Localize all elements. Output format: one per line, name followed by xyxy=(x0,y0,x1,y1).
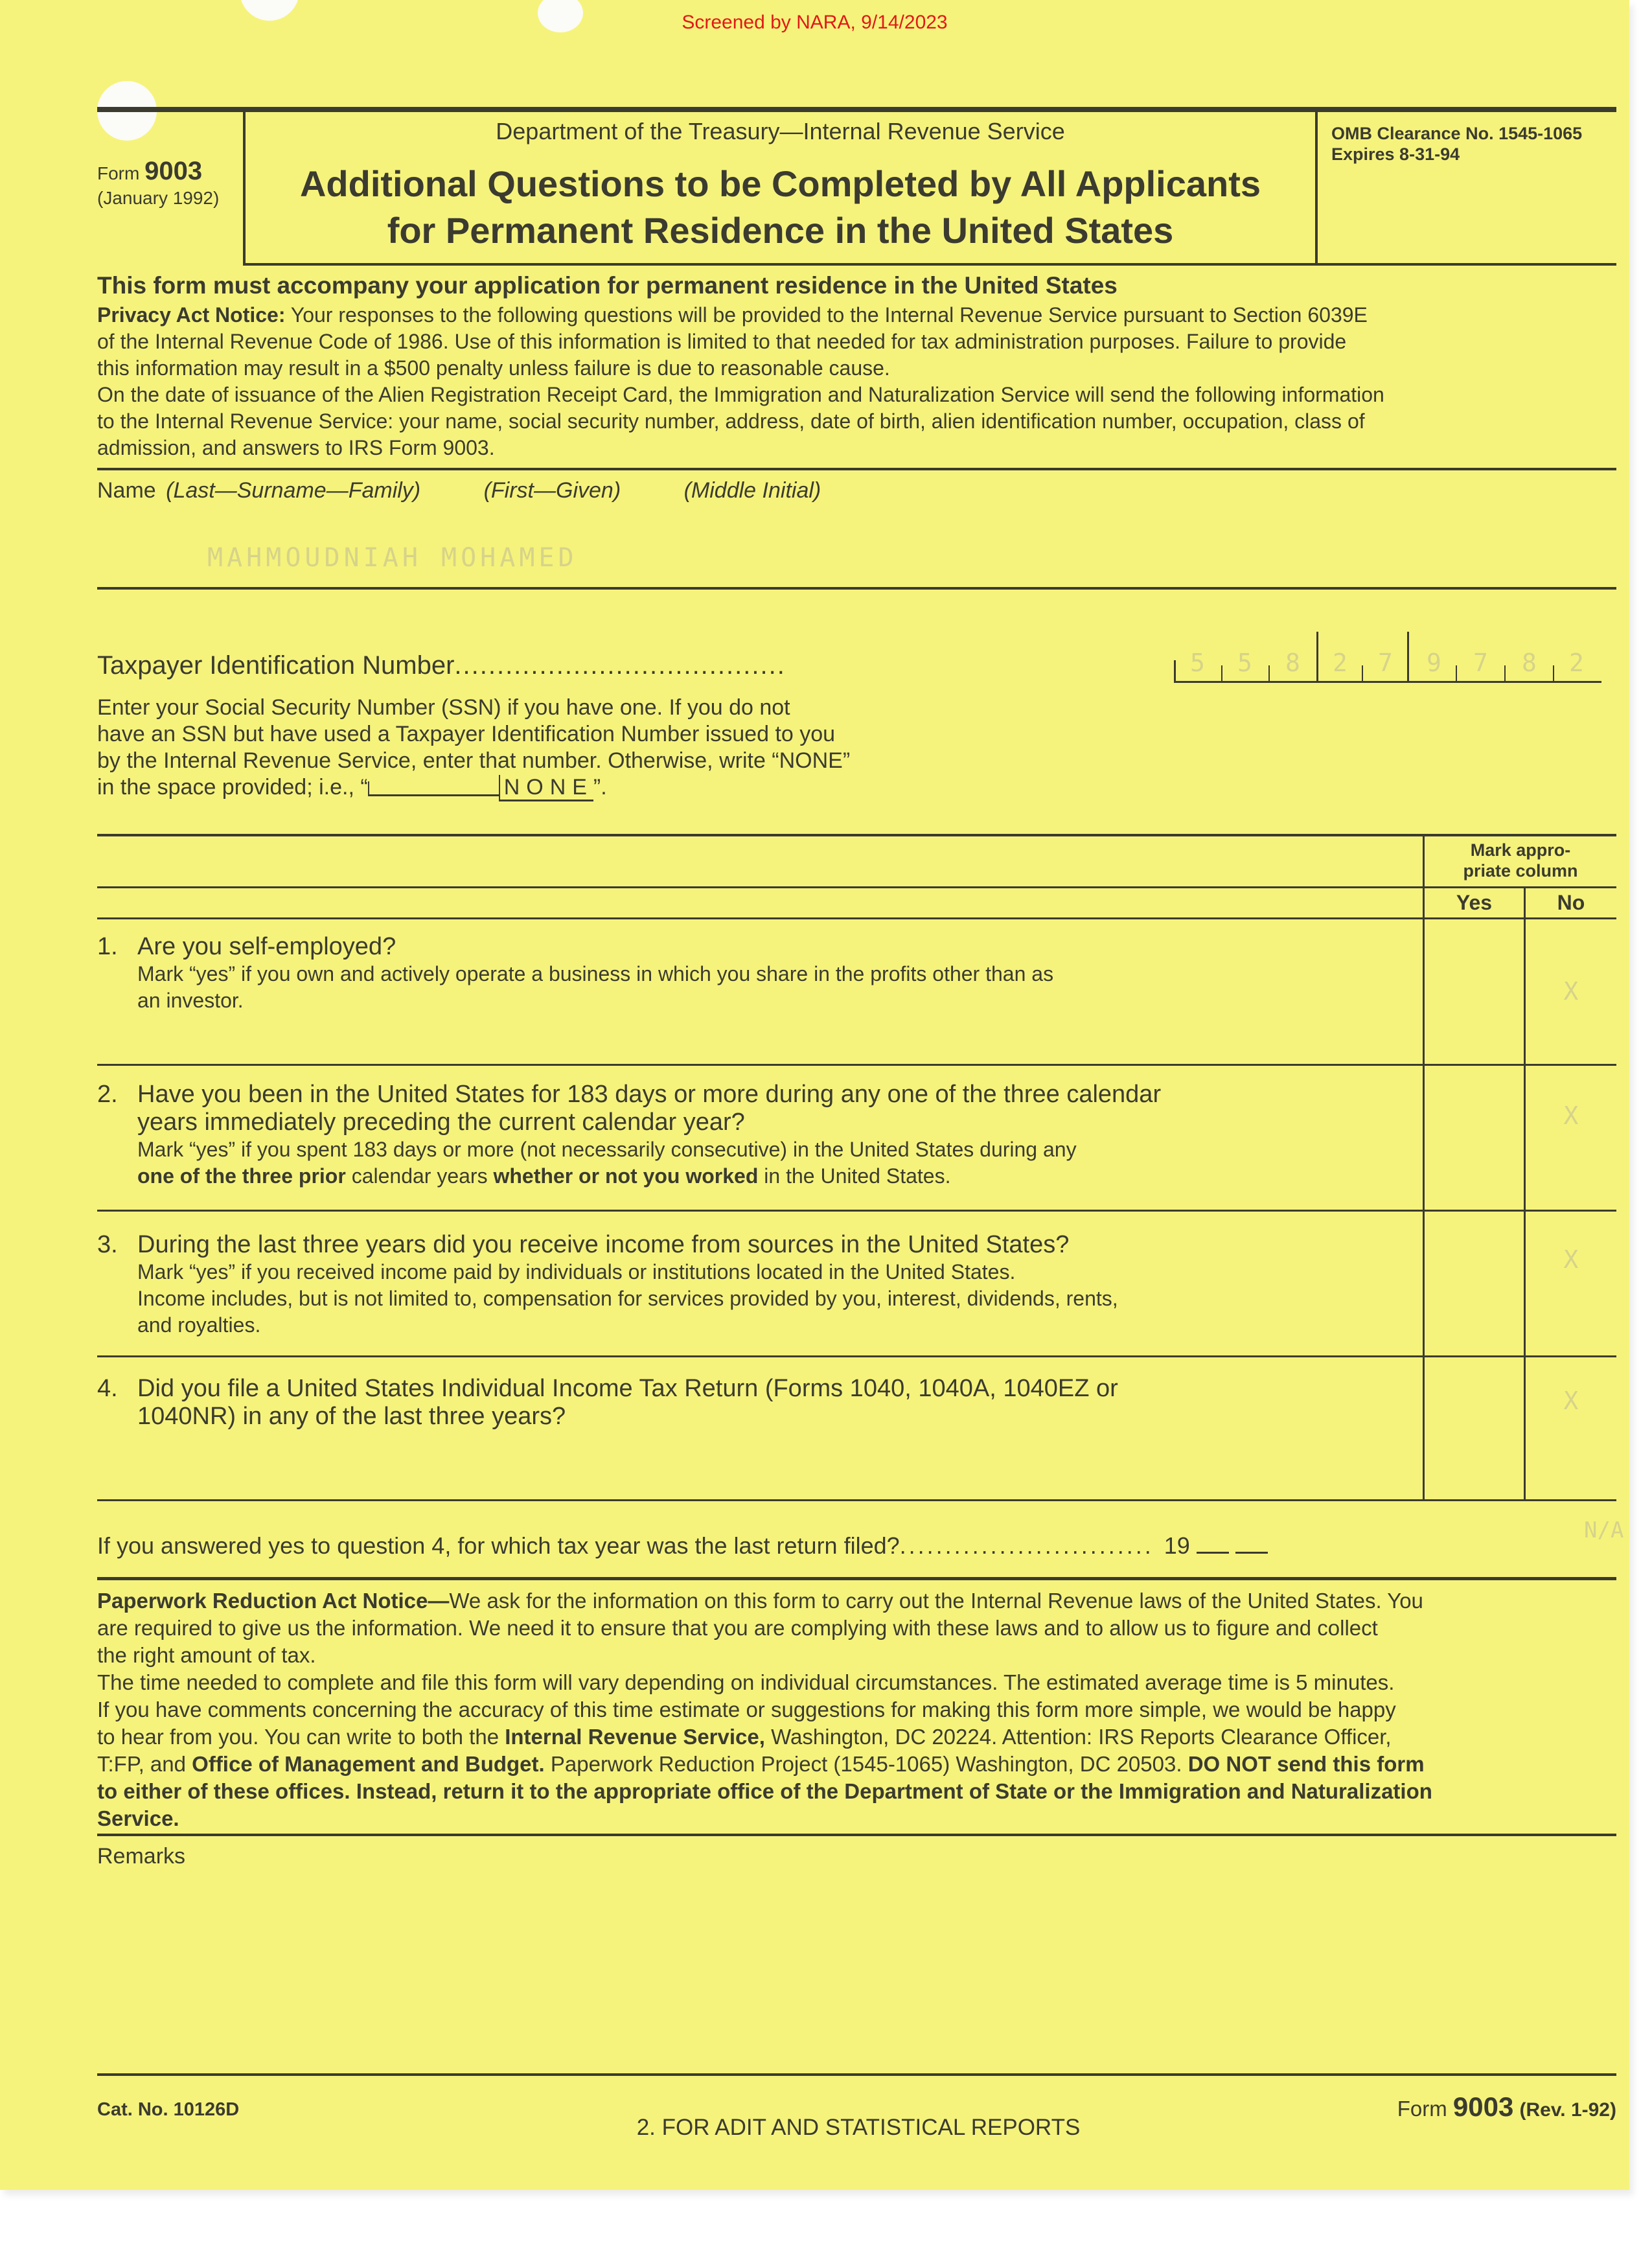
tin-input[interactable]: 5 5 8 2 7 9 7 8 2 xyxy=(1174,632,1601,682)
q3-no-checkbox[interactable]: X xyxy=(1563,1245,1579,1274)
nara-stamp: Screened by NARA, 9/14/2023 xyxy=(682,12,948,33)
q1-no-checkbox[interactable]: X xyxy=(1563,977,1579,1006)
yes-column-header: Yes xyxy=(1456,891,1493,914)
q2-yes-checkbox[interactable] xyxy=(1425,1066,1524,1210)
q4-no-checkbox[interactable]: X xyxy=(1563,1387,1579,1415)
tin-instructions: Enter your Social Security Number (SSN) if you have one. If you do not have an SSN but have used a Taxpayer Identification Number issued to you by the Internal Revenue Service, enter that number. Otherwise, write “NONE” in the space provided; i.e., “ NONE”. xyxy=(97,695,850,801)
q1-yes-checkbox[interactable] xyxy=(1425,920,1524,1064)
mark-column-header: Mark appro- priate column xyxy=(1463,840,1578,881)
paperwork-notice: Paperwork Reduction Act Notice—We ask for the information on this form to carry out the Internal Revenue laws of the United States. You are required to give us the information. We need it to ensure that you are complying with these laws and to allow us to figure and collect the right amount of tax. The time needed to complete and file this form will vary depending on individual circumstances. The estimated average time is 5 minutes. If you have comments concerning the accuracy of this time estimate or suggestions for making this form more simple, we would be happy to hear from you. You can write to both the Internal Revenue Service, Washington, DC 20224. Attention: IRS Reports Clearance Officer, T:FP, and Office of Management and Budget. Paperwork Reduction Project (1545-1065) Washington, DC 20503. DO NOT send this form to either of these offices. Instead, return it to the appropriate office of the Department of State or the Immigration and Naturalization Service. xyxy=(97,1589,1432,1830)
question-1: 1. Are you self-employed? Mark “yes” if you own and actively operate a business in which you share in the profits other than as an investor. xyxy=(97,933,1054,1012)
last-return-question: If you answered yes to question 4, for which tax year was the last return filed?............................ 19 xyxy=(97,1532,1268,1560)
q2-no-checkbox[interactable]: X xyxy=(1563,1101,1579,1130)
page-title: Additional Questions to be Completed by All Applicants for Permanent Residence in the United States xyxy=(299,163,1261,251)
form-number-footer: Form 9003 (Rev. 1-92) xyxy=(1397,2091,1616,2122)
q3-yes-checkbox[interactable] xyxy=(1425,1212,1524,1355)
department: Department of the Treasury—Internal Revenue Service xyxy=(496,118,1065,144)
form-date: (January 1992) xyxy=(97,188,220,208)
remarks-label: Remarks xyxy=(97,1844,186,1869)
question-2: 2. Have you been in the United States for 183 days or more during any one of the three calendar years immediately preceding the current calendar year? Mark “yes” if you spent 183 days or more (not necessarily consecutive) in the United States during any one of the three prior calendar years whether or not you worked in the United States. xyxy=(97,1081,1162,1188)
accompany-heading: This form must accompany your application for permanent residence in the United States xyxy=(97,272,1118,299)
name-field-label: Name (Last—Surname—Family) (First—Given) (Middle Initial) xyxy=(97,478,821,503)
remarks-field[interactable] xyxy=(97,1872,1616,2067)
tin-label: Taxpayer Identification Number....................................... xyxy=(97,651,786,680)
question-4: 4. Did you file a United States Individual Income Tax Return (Forms 1040, 1040A, 1040EZ or 1040NR) in any of the last three years? xyxy=(97,1375,1118,1430)
question-3: 3. During the last three years did you receive income from sources in the United States? Mark “yes” if you received income paid by individuals or institutions located in the United States. Income includes, but is not limited to, compensation for services provided by you, interest, dividends, rents, and royalties. xyxy=(97,1231,1118,1337)
privacy-notice: Privacy Act Notice: Your responses to the following questions will be provided to the Internal Revenue Service pursuant to Section 6039E of the Internal Revenue Code of 1986. Use of this information is limited to that needed for tax administration purposes. Failure to provide this information may result in a $500 penalty unless failure is due to reasonable cause. On the date of issuance of the Alien Registration Receipt Card, the Immigration and Naturalization Service will send the following information to the Internal Revenue Service: your name, social security number, address, date of birth, alien identification number, occupation, class of admission, and answers to IRS Form 9003. xyxy=(97,303,1384,459)
last-return-year-input[interactable]: N/A xyxy=(1584,1517,1624,1543)
no-column-header: No xyxy=(1557,891,1585,914)
q4-yes-checkbox[interactable] xyxy=(1425,1357,1524,1499)
cat-number: Cat. No. 10126D xyxy=(97,2099,240,2120)
form-label: Form 9003 xyxy=(97,157,203,185)
name-value[interactable]: MAHMOUDNIAH MOHAMED xyxy=(207,543,578,573)
bottom-note: 2. FOR ADIT AND STATISTICAL REPORTS xyxy=(636,2115,1081,2140)
omb-clearance: OMB Clearance No. 1545-1065 Expires 8-31-94 xyxy=(1331,124,1583,164)
